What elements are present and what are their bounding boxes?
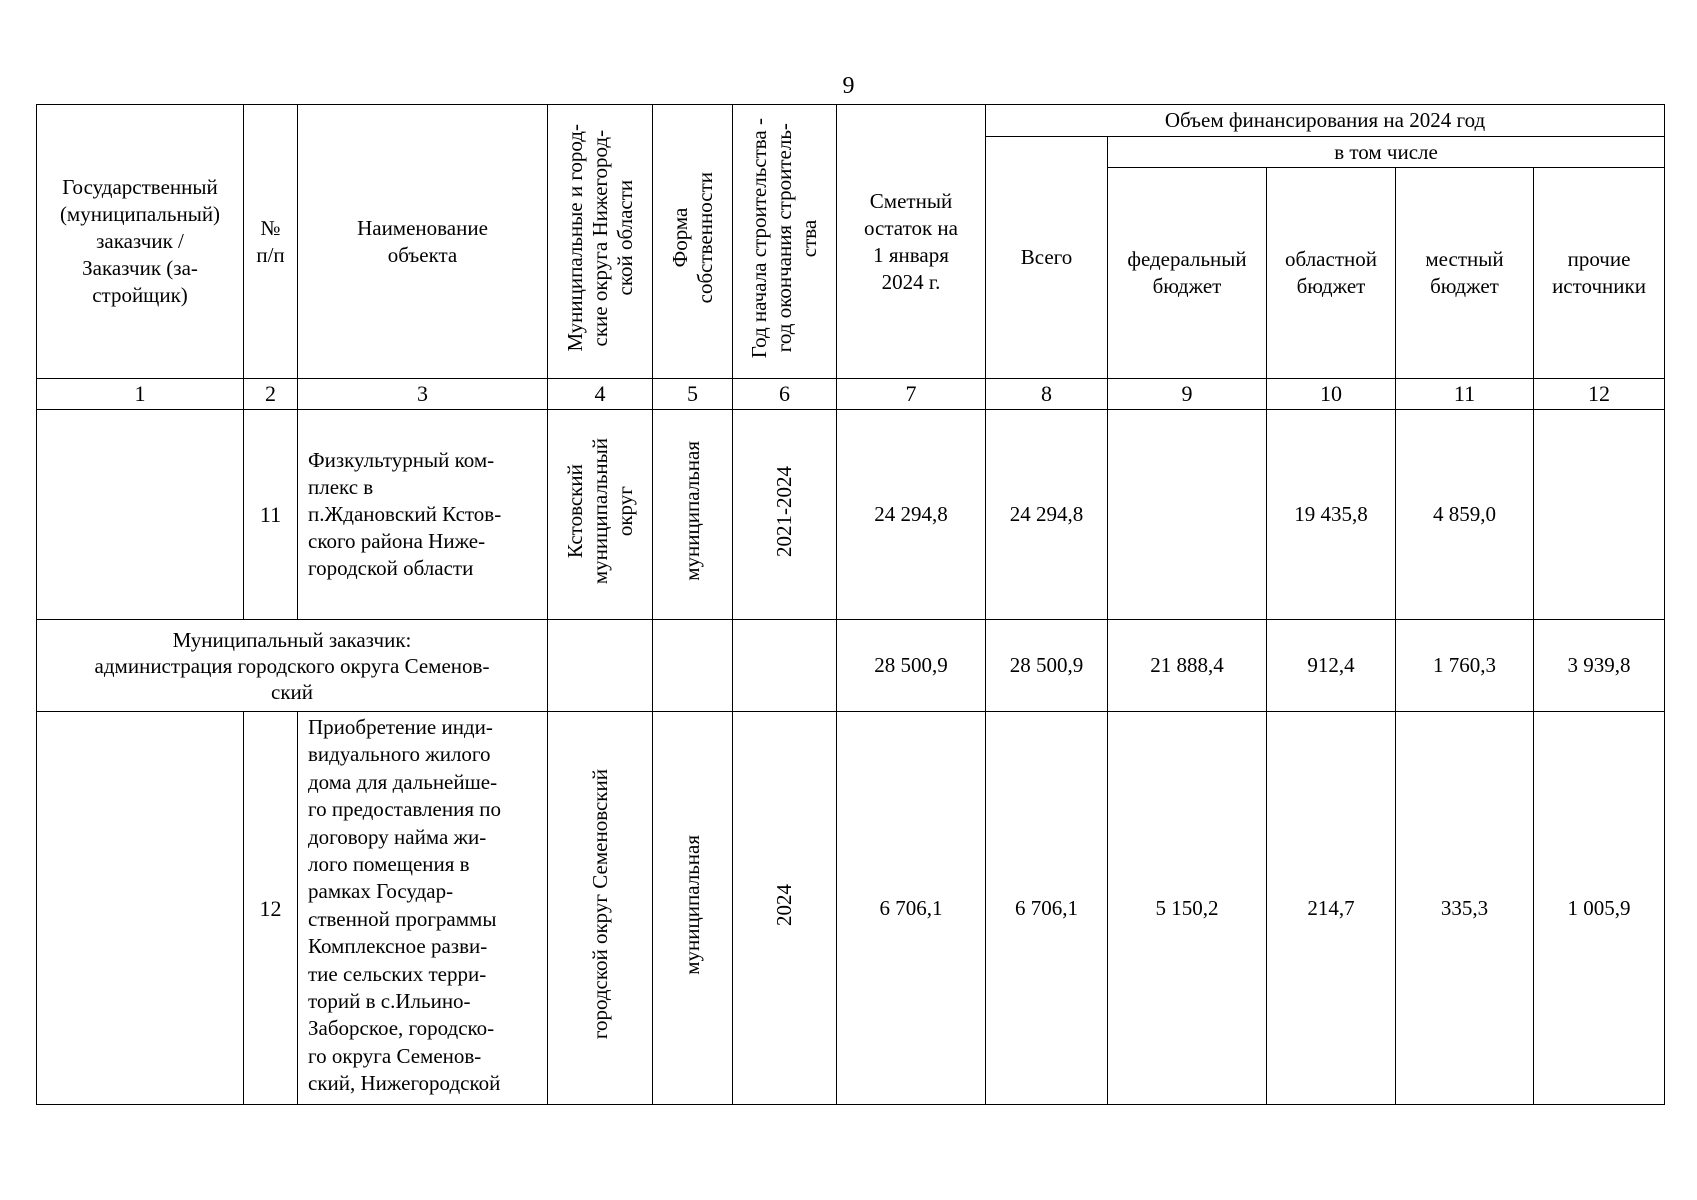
row-estimate: 24 294,8 <box>837 410 986 620</box>
customer-estimate: 28 500,9 <box>837 620 986 712</box>
row-years: 2024 <box>772 883 796 926</box>
column-number: 10 <box>1267 379 1396 410</box>
row-years-cell <box>733 410 837 620</box>
customer-years <box>733 620 837 712</box>
customer-municipal <box>548 620 653 712</box>
header-municipal-cell <box>548 105 653 379</box>
column-number: 5 <box>653 379 733 410</box>
customer-row <box>37 620 1665 712</box>
header-ownership-cell <box>653 105 733 379</box>
header-federal: федеральный бюджет <box>1108 168 1267 379</box>
row-municipal: Кстовский муниципальный округ <box>562 437 637 585</box>
header-object-name: Наименование объекта <box>298 105 548 379</box>
row-years-cell <box>733 712 837 1105</box>
column-number: 1 <box>37 379 244 410</box>
header-other: прочие источники <box>1534 168 1665 379</box>
row-regional: 214,7 <box>1267 712 1396 1105</box>
row-number: 11 <box>244 410 298 620</box>
row-municipal-cell <box>548 410 653 620</box>
row-local: 335,3 <box>1396 712 1534 1105</box>
row-object-name: Физкультурный ком- плекс в п.Ждановский Кстов- ского района Ниже- городской области <box>298 410 548 620</box>
header-years-cell <box>733 105 837 379</box>
header-estimate: Сметный остаток на 1 января 2024 г. <box>837 105 986 379</box>
customer-name: Муниципальный заказчик: администрация городского округа Семенов- ский <box>37 620 548 712</box>
column-number: 6 <box>733 379 837 410</box>
customer-regional: 912,4 <box>1267 620 1396 712</box>
row-ownership-cell <box>653 712 733 1105</box>
column-number: 11 <box>1396 379 1534 410</box>
header-years: Год начала строительства - год окончания строитель- ства <box>747 117 821 359</box>
row-number: 12 <box>244 712 298 1105</box>
column-number: 12 <box>1534 379 1665 410</box>
table-row <box>37 410 1665 620</box>
header-municipal: Муниципальные и город- ские округа Нижегород- ской области <box>562 124 637 352</box>
customer-federal: 21 888,4 <box>1108 620 1267 712</box>
row-local: 4 859,0 <box>1396 410 1534 620</box>
customer-total: 28 500,9 <box>986 620 1108 712</box>
row-federal: 5 150,2 <box>1108 712 1267 1105</box>
row-object-name: Приобретение инди- видуального жилого дома для дальнейше- го предоставления по договору найма жи- лого помещения в рамках Государ- ственной программы Комплексное разви- тие сельских терри- торий в с.Ильино- Заборское, городско- го округа Семенов- ский, Нижегородской <box>298 712 548 1105</box>
header-customer: Государственный (муниципальный) заказчик / Заказчик (за- стройщик) <box>37 105 244 379</box>
row-estimate: 6 706,1 <box>837 712 986 1105</box>
row-municipal-cell <box>548 712 653 1105</box>
row-other <box>1534 410 1665 620</box>
column-number: 8 <box>986 379 1108 410</box>
header-local: местный бюджет <box>1396 168 1534 379</box>
row-other: 1 005,9 <box>1534 712 1665 1105</box>
row-ownership-cell <box>653 410 733 620</box>
header-funding-title: Объем финансирования на 2024 год <box>986 105 1665 137</box>
column-number: 2 <box>244 379 298 410</box>
row-total: 24 294,8 <box>986 410 1108 620</box>
column-number: 3 <box>298 379 548 410</box>
row-total: 6 706,1 <box>986 712 1108 1105</box>
customer-ownership <box>653 620 733 712</box>
column-number-row <box>37 379 1665 410</box>
column-number: 7 <box>837 379 986 410</box>
row-federal <box>1108 410 1267 620</box>
row-customer <box>37 712 244 1105</box>
funding-table <box>36 104 1665 1105</box>
column-number: 9 <box>1108 379 1267 410</box>
row-ownership: муниципальная <box>680 441 704 581</box>
row-municipal: городской округ Семеновский <box>587 769 612 1040</box>
column-number: 4 <box>548 379 653 410</box>
row-regional: 19 435,8 <box>1267 410 1396 620</box>
header-ownership: Форма собственности <box>667 172 717 304</box>
customer-local: 1 760,3 <box>1396 620 1534 712</box>
header-number: № п/п <box>244 105 298 379</box>
page-number: 9 <box>842 73 855 99</box>
row-years: 2021-2024 <box>772 465 796 557</box>
header-regional: областной бюджет <box>1267 168 1396 379</box>
header-including: в том числе <box>1108 137 1665 168</box>
row-customer <box>37 410 244 620</box>
customer-other: 3 939,8 <box>1534 620 1665 712</box>
table-row <box>37 712 1665 1105</box>
row-ownership: муниципальная <box>680 834 704 975</box>
header-total: Всего <box>986 137 1108 379</box>
